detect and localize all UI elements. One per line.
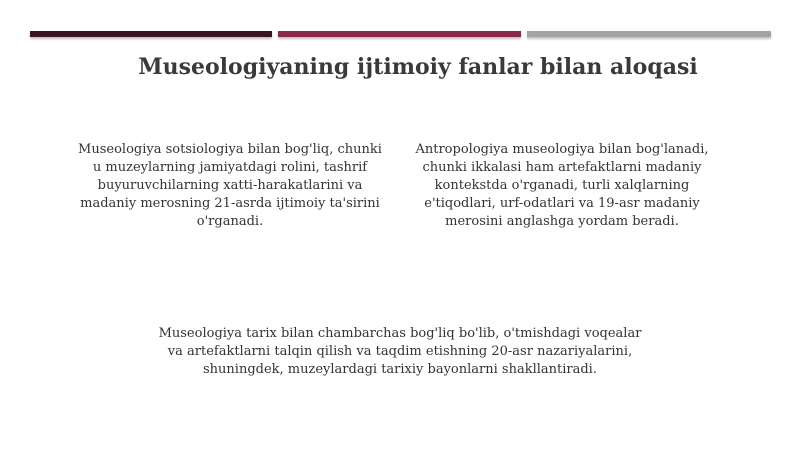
paragraph-history: Museologiya tarix bilan chambarchas bog'liq bo'lib, o'tmishdagi voqealar va artefaktlarni talqin qilish va taqdim etishning 20-asr nazariyalarini, shuningdek, muzeylardagi tarixiy bayonlarni shakllantiradi. (158, 326, 642, 377)
accent-bar-dark (30, 31, 272, 37)
accent-bar-maroon (278, 31, 521, 37)
paragraph-sociology: Museologiya sotsiologiya bilan bog'liq, chunki u muzeylarning jamiyatdagi rolini, tashrif buyuruvchilarning xatti-harakatlarini va madaniy merosning 21-asrda ijtimoiy ta'sirini o'rganadi. (78, 142, 382, 229)
paragraph-anthropology: Antropologiya museologiya bilan bog'lanadi, chunki ikkalasi ham artefaktlarni madaniy kontekstda o'rganadi, turli xalqlarning e'tiqodlari, urf-odatlari va 19-asr madaniy merosini anglashga yordam beradi. (415, 142, 709, 229)
slide-title: Museologiyaning ijtimoiy fanlar bilan aloqasi (138, 54, 698, 80)
accent-bar-gray (527, 31, 771, 37)
